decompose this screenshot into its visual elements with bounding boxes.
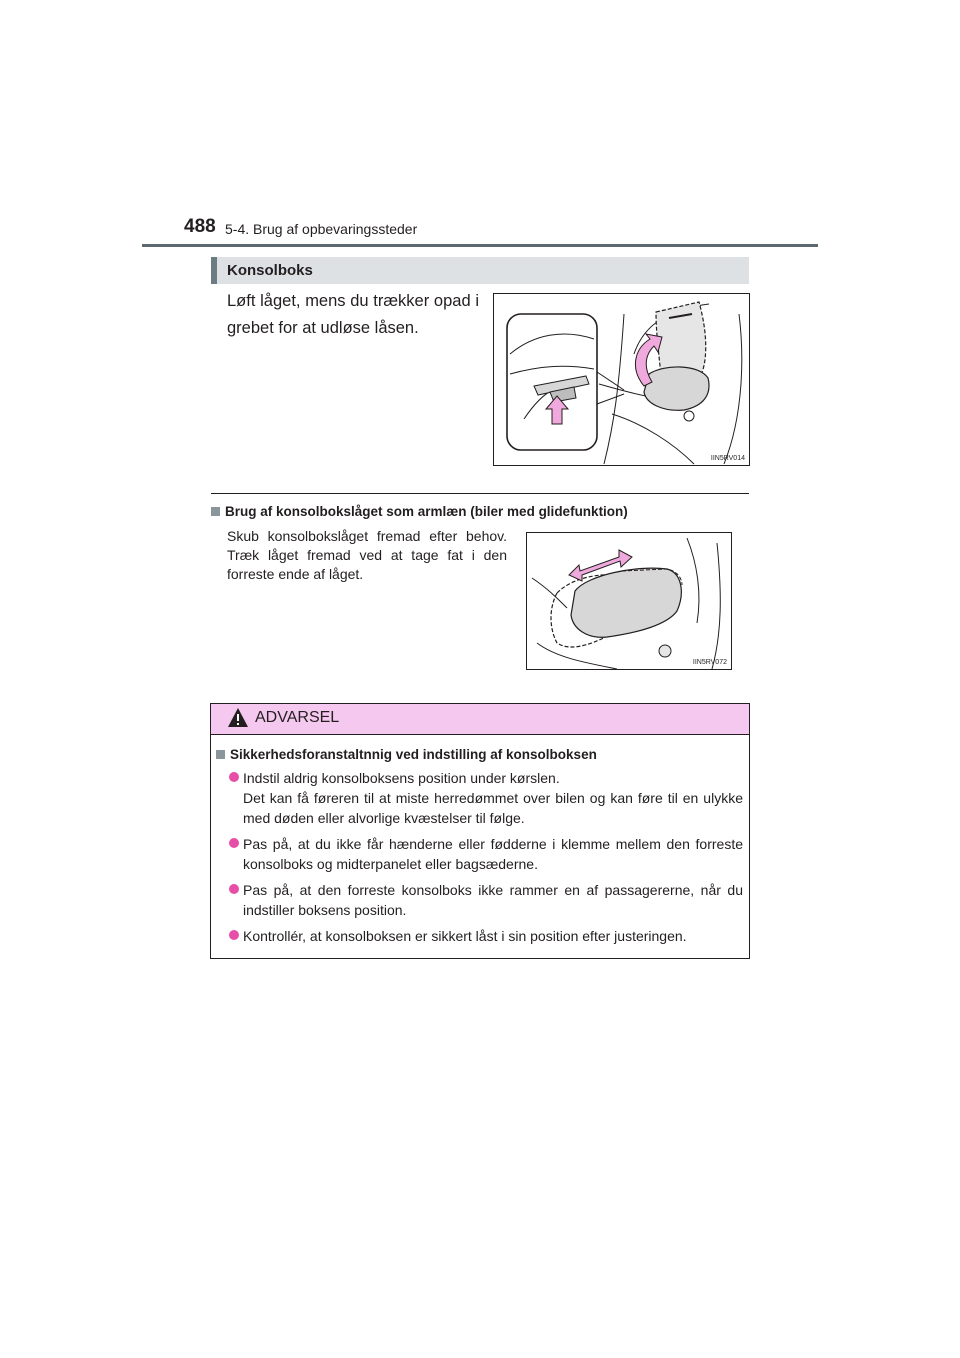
warning-item [229,880,743,920]
warning-triangle-icon [227,707,249,729]
armrest-illustration [526,532,732,670]
armrest-heading-text: Brug af konsolbokslåget som armlæn (biler med glidefunktion) [225,504,628,519]
warning-item-text: Pas på, at den forreste konsolboks ikke rammer en af passagererne, når du indstiller boksens position. [243,882,743,918]
warning-title: ADVARSEL [255,709,340,726]
round-bullet-icon [229,838,239,848]
konsolboks-instruction: Løft låget, mens du trækker opad i grebet for at udløse låsen. [227,292,479,337]
warning-box [210,703,750,959]
warning-header [211,704,749,735]
warning-list [229,768,743,952]
warning-item-text: Pas på, at du ikke får hænderne eller fødderne i klemme mellem den forreste konsolboks og midterpanelet eller bagsæderne. [243,836,743,872]
round-bullet-icon [229,884,239,894]
warning-item-text: Kontrollér, at konsolboksen er sikkert låst i sin position efter justeringen. [243,928,687,944]
figure-code: IIN5RV072 [692,659,727,666]
warning-subheading-text: Sikkerhedsforanstaltnnig ved indstilling af konsolboksen [230,747,597,762]
warning-item [229,834,743,874]
header-rule [142,244,818,247]
warning-subheading [216,747,597,762]
warning-item [229,768,743,828]
round-bullet-icon [229,930,239,940]
konsolboks-illustration [493,293,750,466]
section-title: 5-4. Brug af opbevaringssteder [225,221,418,237]
page-number: 488 [184,216,216,237]
section-heading-konsolboks: Konsolboks [211,257,749,284]
warning-item-detail: Det kan få føreren til at miste herredømmet over bilen og kan føre til en ulykke med døden eller alvorlige kvæstelser til følge. [243,790,743,826]
figure-code: IIN5RV014 [710,455,745,462]
console-open-drawing [494,294,749,465]
round-bullet-icon [229,772,239,782]
armrest-instruction: Skub konsolbokslåget fremad efter behov. Træk låget fremad ved at tage fat i den forreste ende af låget. [227,528,507,582]
armrest-heading [211,504,628,519]
square-bullet-icon [211,507,220,516]
warning-item [229,926,743,946]
section-divider [211,493,749,494]
warning-item-text: Indstil aldrig konsolboksens position under kørslen. [243,770,560,786]
square-bullet-icon [216,750,225,759]
armrest-slide-drawing [527,533,731,669]
